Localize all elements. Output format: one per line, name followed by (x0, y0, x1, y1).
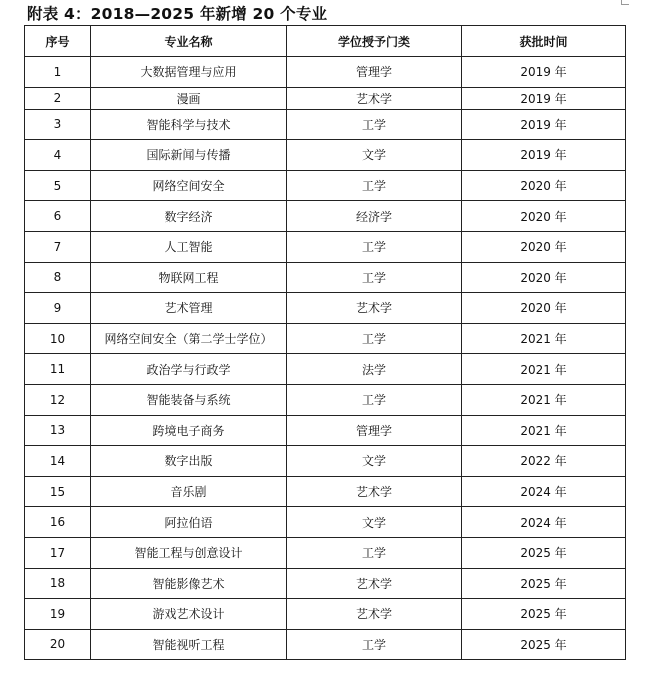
cell-index: 13 (25, 415, 91, 446)
cell-degree-category: 工学 (287, 537, 462, 568)
cell-major-name: 智能影像艺术 (91, 568, 287, 599)
table-row (25, 537, 626, 568)
cell-degree-category: 管理学 (287, 57, 462, 88)
cell-approval-year: 2020 年 (462, 293, 626, 324)
table-row (25, 629, 626, 660)
cell-approval-year: 2025 年 (462, 599, 626, 630)
cell-degree-category: 文学 (287, 507, 462, 538)
header-major-name: 专业名称 (91, 26, 287, 57)
cell-approval-year: 2022 年 (462, 446, 626, 477)
cell-major-name: 跨境电子商务 (91, 415, 287, 446)
cell-degree-category: 工学 (287, 231, 462, 262)
cell-approval-year: 2024 年 (462, 507, 626, 538)
cell-index: 19 (25, 599, 91, 630)
cell-degree-category: 艺术学 (287, 599, 462, 630)
table-row (25, 201, 626, 232)
majors-table (24, 25, 626, 660)
cell-index: 3 (25, 109, 91, 140)
cell-major-name: 数字经济 (91, 201, 287, 232)
table-row (25, 293, 626, 324)
cell-degree-category: 文学 (287, 446, 462, 477)
table-row (25, 568, 626, 599)
table-row (25, 354, 626, 385)
cell-index: 11 (25, 354, 91, 385)
cell-index: 2 (25, 87, 91, 109)
cell-degree-category: 管理学 (287, 415, 462, 446)
cell-degree-category: 艺术学 (287, 87, 462, 109)
cell-approval-year: 2024 年 (462, 476, 626, 507)
cell-degree-category: 艺术学 (287, 568, 462, 599)
cell-index: 7 (25, 231, 91, 262)
table-row (25, 599, 626, 630)
cell-index: 9 (25, 293, 91, 324)
table-row (25, 446, 626, 477)
cell-degree-category: 工学 (287, 384, 462, 415)
cell-approval-year: 2025 年 (462, 568, 626, 599)
cell-degree-category: 工学 (287, 109, 462, 140)
cell-degree-category: 艺术学 (287, 293, 462, 324)
cell-major-name: 漫画 (91, 87, 287, 109)
table-header-row (25, 26, 626, 57)
cell-index: 18 (25, 568, 91, 599)
cell-approval-year: 2025 年 (462, 629, 626, 660)
cell-index: 12 (25, 384, 91, 415)
cell-approval-year: 2020 年 (462, 170, 626, 201)
table-row (25, 87, 626, 109)
cell-approval-year: 2020 年 (462, 262, 626, 293)
cell-major-name: 智能视听工程 (91, 629, 287, 660)
table-row (25, 140, 626, 171)
cell-major-name: 智能工程与创意设计 (91, 537, 287, 568)
table-row (25, 231, 626, 262)
cell-approval-year: 2021 年 (462, 354, 626, 385)
cell-approval-year: 2019 年 (462, 140, 626, 171)
table-row (25, 476, 626, 507)
header-degree-category: 学位授予门类 (287, 26, 462, 57)
cell-major-name: 网络空间安全（第二学士学位） (91, 323, 287, 354)
cell-degree-category: 工学 (287, 262, 462, 293)
cell-approval-year: 2020 年 (462, 201, 626, 232)
cell-approval-year: 2019 年 (462, 109, 626, 140)
document-title: 附表 4：2018—2025 年新增 20 个专业 (27, 5, 328, 23)
header-approval-year: 获批时间 (462, 26, 626, 57)
cell-major-name: 阿拉伯语 (91, 507, 287, 538)
cell-index: 17 (25, 537, 91, 568)
cell-major-name: 人工智能 (91, 231, 287, 262)
cell-degree-category: 工学 (287, 629, 462, 660)
cell-approval-year: 2020 年 (462, 231, 626, 262)
cell-major-name: 智能科学与技术 (91, 109, 287, 140)
cell-degree-category: 文学 (287, 140, 462, 171)
cell-index: 5 (25, 170, 91, 201)
cell-index: 1 (25, 57, 91, 88)
cell-major-name: 音乐剧 (91, 476, 287, 507)
cell-degree-category: 艺术学 (287, 476, 462, 507)
cell-approval-year: 2025 年 (462, 537, 626, 568)
cell-index: 15 (25, 476, 91, 507)
cell-index: 8 (25, 262, 91, 293)
cell-approval-year: 2021 年 (462, 384, 626, 415)
table-row (25, 262, 626, 293)
cell-major-name: 智能装备与系统 (91, 384, 287, 415)
table-row (25, 507, 626, 538)
cell-index: 6 (25, 201, 91, 232)
cell-approval-year: 2021 年 (462, 415, 626, 446)
cell-degree-category: 工学 (287, 170, 462, 201)
cell-index: 4 (25, 140, 91, 171)
cell-degree-category: 工学 (287, 323, 462, 354)
cell-major-name: 大数据管理与应用 (91, 57, 287, 88)
cell-index: 10 (25, 323, 91, 354)
cell-degree-category: 法学 (287, 354, 462, 385)
header-index: 序号 (25, 26, 91, 57)
table-row (25, 57, 626, 88)
cell-major-name: 游戏艺术设计 (91, 599, 287, 630)
cell-index: 14 (25, 446, 91, 477)
table-row (25, 170, 626, 201)
table-row (25, 109, 626, 140)
table-row (25, 323, 626, 354)
cell-major-name: 数字出版 (91, 446, 287, 477)
table-row (25, 415, 626, 446)
cell-approval-year: 2019 年 (462, 57, 626, 88)
cell-approval-year: 2021 年 (462, 323, 626, 354)
cell-major-name: 物联网工程 (91, 262, 287, 293)
cell-approval-year: 2019 年 (462, 87, 626, 109)
cell-index: 20 (25, 629, 91, 660)
cell-major-name: 国际新闻与传播 (91, 140, 287, 171)
cell-major-name: 艺术管理 (91, 293, 287, 324)
cell-major-name: 网络空间安全 (91, 170, 287, 201)
cell-degree-category: 经济学 (287, 201, 462, 232)
cell-major-name: 政治学与行政学 (91, 354, 287, 385)
table-row (25, 384, 626, 415)
cell-index: 16 (25, 507, 91, 538)
page-corner-mark (621, 0, 629, 5)
